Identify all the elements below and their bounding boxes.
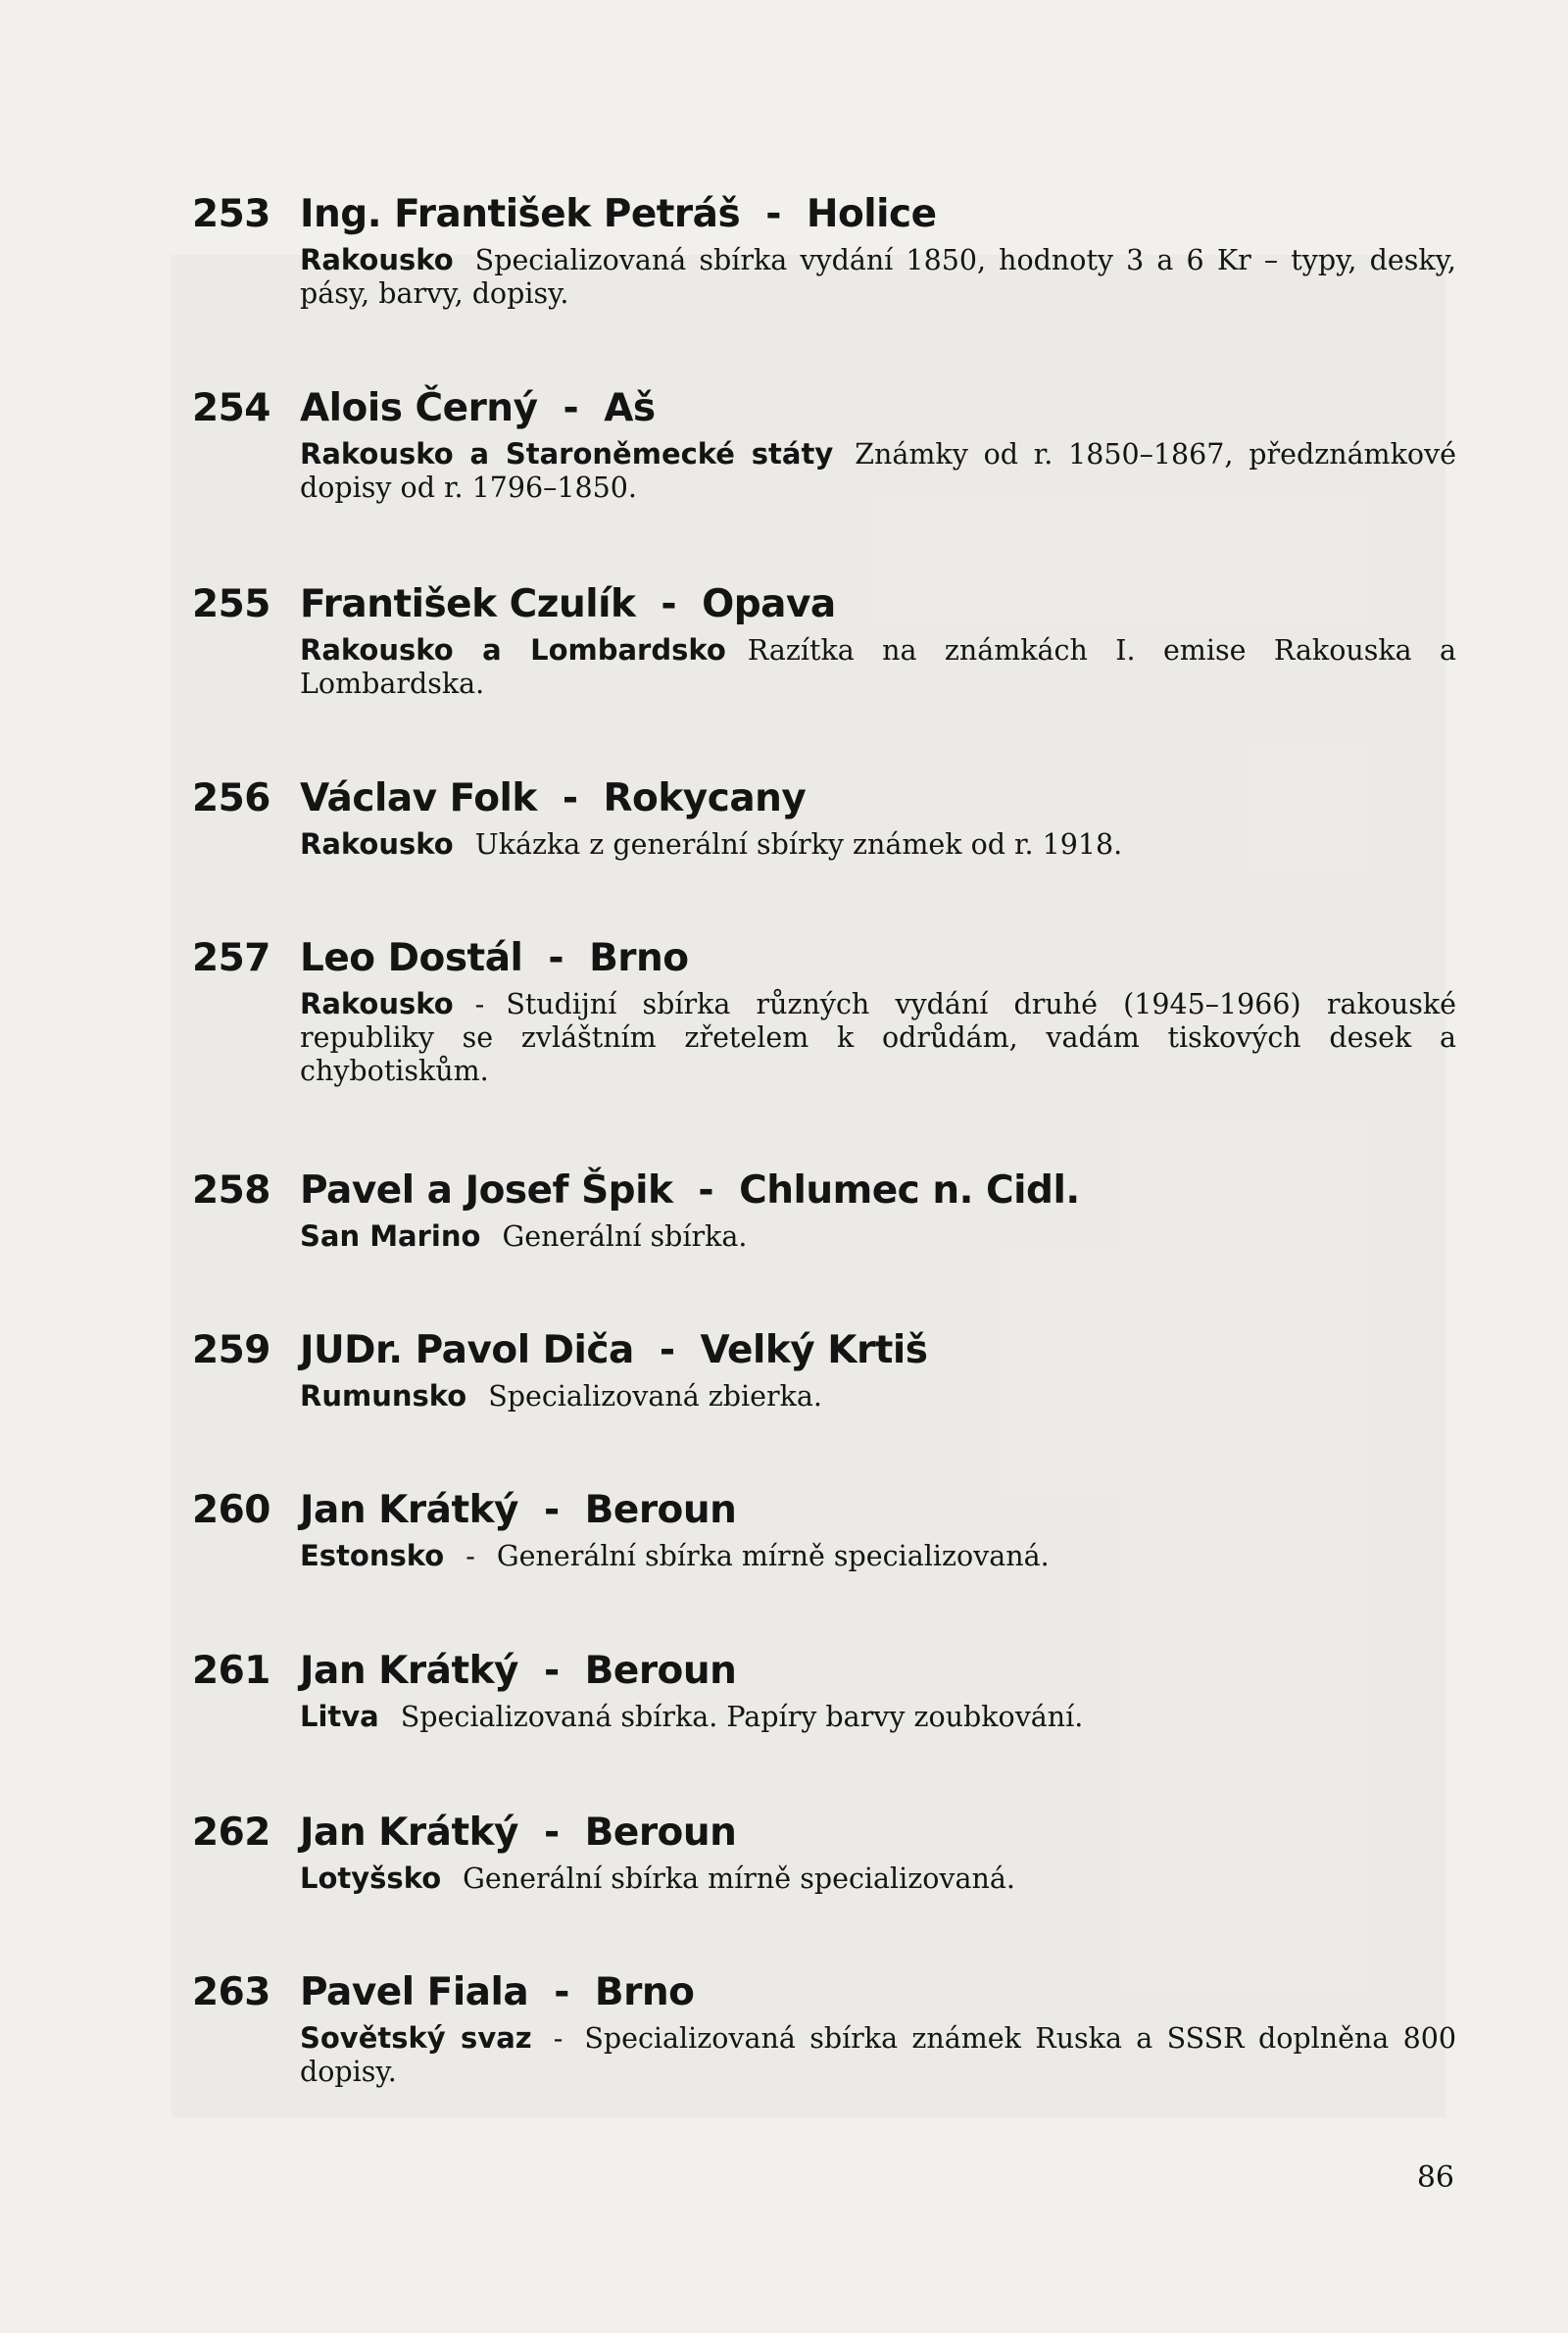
entry-heading bbox=[192, 1970, 1456, 2015]
entry-heading bbox=[192, 776, 1456, 821]
entry-country: Rakousko a Staroněmecké státy bbox=[300, 437, 834, 471]
exhibitor-name: Ing. František Petráš bbox=[300, 192, 741, 236]
entry-heading bbox=[192, 1649, 1456, 1694]
entry-text: Specializovaná sbírka známek Ruska a SSSR doplněna 800 dopisy. bbox=[300, 2022, 1457, 2088]
entry-heading bbox=[192, 386, 1456, 431]
exhibitor-city: Aš bbox=[604, 386, 656, 430]
entry-heading bbox=[192, 582, 1456, 627]
entry-text: Známky od r. 1850–1867, předznámkové dopisy od r. 1796–1850. bbox=[300, 438, 1456, 504]
catalog-entry bbox=[192, 1649, 1456, 1734]
entry-number: 258 bbox=[192, 1168, 270, 1213]
exhibitor-name: František Czulík bbox=[300, 582, 636, 626]
entry-description bbox=[300, 243, 1456, 311]
entry-text: Specializovaná sbírka vydání 1850, hodnoty 3 a 6 Kr – typy, desky, pásy, barvy, dopisy. bbox=[300, 244, 1456, 310]
exhibitor-city: Chlumec n. Cidl. bbox=[739, 1168, 1080, 1213]
entry-number: 256 bbox=[192, 776, 270, 820]
entry-number: 262 bbox=[192, 1811, 270, 1855]
entry-description bbox=[300, 1539, 1456, 1573]
catalog-entry bbox=[192, 1488, 1456, 1573]
exhibitor-city: Velký Krtiš bbox=[700, 1328, 928, 1372]
entry-text: Specializovaná zbierka. bbox=[488, 1380, 822, 1413]
entry-number: 253 bbox=[192, 192, 270, 236]
catalog-entry bbox=[192, 192, 1456, 311]
exhibitor-name: Václav Folk bbox=[300, 776, 537, 820]
exhibitor-city: Opava bbox=[702, 582, 836, 626]
country-dash: - bbox=[553, 2022, 564, 2055]
exhibitor-name: Alois Černý bbox=[300, 386, 538, 430]
exhibitor-city: Beroun bbox=[584, 1488, 737, 1532]
entry-text: Razítka na známkách I. emise Rakouska a Lombardska. bbox=[300, 634, 1456, 700]
entry-description bbox=[300, 633, 1456, 701]
exhibitor-city: Beroun bbox=[584, 1811, 737, 1855]
entry-country: Estonsko bbox=[300, 1539, 445, 1572]
exhibitor-name: Jan Krátký bbox=[300, 1649, 518, 1693]
entry-number: 254 bbox=[192, 386, 270, 430]
entry-heading bbox=[192, 192, 1456, 237]
exhibitor-name: Pavel a Josef Špik bbox=[300, 1168, 673, 1213]
catalog-entry bbox=[192, 1328, 1456, 1414]
entry-number: 255 bbox=[192, 582, 270, 626]
exhibitor-city: Beroun bbox=[584, 1649, 737, 1693]
exhibitor-name: Leo Dostál bbox=[300, 936, 523, 980]
entry-country: Rakousko a Lombardsko bbox=[300, 633, 726, 667]
catalog-entry bbox=[192, 1168, 1456, 1254]
entry-number: 259 bbox=[192, 1328, 270, 1372]
entry-number: 257 bbox=[192, 936, 270, 980]
entry-text: Generální sbírka mírně specializovaná. bbox=[463, 1862, 1015, 1895]
entry-heading bbox=[192, 1328, 1456, 1373]
entry-text: Generální sbírka mírně specializovaná. bbox=[496, 1540, 1050, 1572]
entry-number: 261 bbox=[192, 1649, 270, 1693]
heading-dash: - bbox=[659, 1328, 675, 1372]
entry-country: Litva bbox=[300, 1700, 379, 1733]
heading-dash: - bbox=[543, 1488, 560, 1532]
entry-description bbox=[300, 1861, 1456, 1896]
entry-description bbox=[300, 1219, 1456, 1254]
entry-country: Rakousko bbox=[300, 827, 454, 861]
page-number: 86 bbox=[1416, 2160, 1454, 2195]
catalog-entry bbox=[192, 386, 1456, 505]
catalog-entry bbox=[192, 1970, 1456, 2089]
entry-number: 263 bbox=[192, 1970, 270, 2014]
catalog-entry bbox=[192, 776, 1456, 862]
entry-country: San Marino bbox=[300, 1219, 481, 1253]
country-dash: - bbox=[474, 988, 485, 1020]
entry-description bbox=[300, 2021, 1456, 2089]
entry-country: Rumunsko bbox=[300, 1379, 467, 1413]
catalog-entry bbox=[192, 936, 1456, 1088]
exhibitor-name: Pavel Fiala bbox=[300, 1970, 529, 2014]
heading-dash: - bbox=[543, 1811, 560, 1855]
entry-description bbox=[300, 1379, 1456, 1414]
entry-text: Studijní sbírka různých vydání druhé (1945–1966) rakouské republiky se zvláštním zřetelem k odrůdám, vadám tiskových desek a chybotiskům. bbox=[300, 988, 1456, 1087]
entry-description bbox=[300, 437, 1456, 505]
heading-dash: - bbox=[563, 386, 579, 430]
entry-number: 260 bbox=[192, 1488, 270, 1532]
heading-dash: - bbox=[543, 1649, 560, 1693]
entry-country: Rakousko bbox=[300, 987, 454, 1020]
catalog-entry bbox=[192, 582, 1456, 701]
entry-heading bbox=[192, 936, 1456, 981]
catalog-entry bbox=[192, 1811, 1456, 1896]
entry-description bbox=[300, 827, 1456, 862]
heading-dash: - bbox=[554, 1970, 569, 2014]
exhibitor-name: Jan Krátký bbox=[300, 1811, 518, 1855]
exhibitor-name: JUDr. Pavol Diča bbox=[300, 1328, 634, 1372]
entry-text: Generální sbírka. bbox=[502, 1220, 748, 1253]
entry-text: Ukázka z generální sbírky známek od r. 1918. bbox=[474, 828, 1123, 861]
entry-heading bbox=[192, 1168, 1456, 1214]
entry-heading bbox=[192, 1811, 1456, 1856]
exhibitor-city: Brno bbox=[594, 1970, 695, 2014]
entry-heading bbox=[192, 1488, 1456, 1533]
country-dash: - bbox=[466, 1540, 475, 1572]
heading-dash: - bbox=[562, 776, 578, 820]
entry-country: Lotyšsko bbox=[300, 1861, 442, 1895]
exhibitor-city: Brno bbox=[589, 936, 689, 980]
heading-dash: - bbox=[548, 936, 564, 980]
heading-dash: - bbox=[661, 582, 677, 626]
exhibitor-city: Holice bbox=[806, 192, 937, 236]
entry-description bbox=[300, 987, 1456, 1088]
heading-dash: - bbox=[698, 1168, 714, 1213]
exhibitor-city: Rokycany bbox=[603, 776, 807, 820]
heading-dash: - bbox=[765, 192, 781, 236]
exhibitor-name: Jan Krátký bbox=[300, 1488, 518, 1532]
entry-country: Sovětský svaz bbox=[300, 2021, 532, 2055]
entry-text: Specializovaná sbírka. Papíry barvy zoubkování. bbox=[400, 1701, 1084, 1733]
entry-country: Rakousko bbox=[300, 243, 454, 276]
entry-description bbox=[300, 1700, 1456, 1734]
